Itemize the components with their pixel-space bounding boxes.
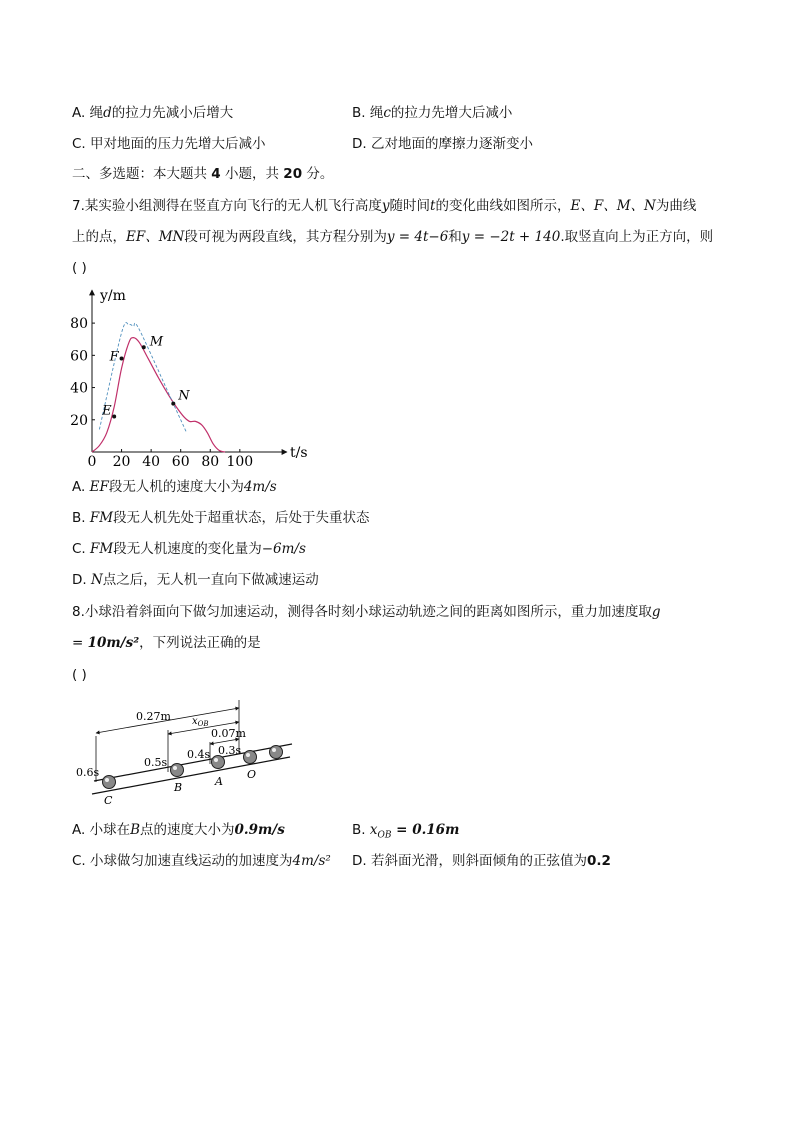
y-tick-label: 40 — [70, 380, 88, 397]
q8-text-b: = — [72, 635, 88, 651]
q7-b-prefix: B. — [72, 510, 90, 526]
section-text-2: 小题，共 — [220, 166, 284, 182]
q6-option-a-var: d — [103, 105, 112, 121]
q7-points: E、F、M、N — [570, 198, 656, 214]
q7-option-a — [72, 478, 277, 496]
q7-a-text: 段无人机的速度大小为 — [108, 479, 244, 495]
q7-option-c — [72, 540, 306, 558]
q6-option-a — [72, 104, 233, 122]
section-text-1: 二、多选题：本大题共 — [72, 166, 212, 182]
x-tick-label: 20 — [112, 454, 131, 470]
section-points: 20 — [283, 166, 303, 182]
q7-text-d: 为曲线 — [655, 198, 697, 214]
x-tick-label: 60 — [171, 454, 190, 470]
q7-text-g: 和 — [448, 229, 462, 245]
ball-top — [270, 746, 283, 759]
q7-c-var: FM — [90, 541, 114, 557]
label-dist-ob: $x_{OB}$ — [192, 716, 209, 728]
q8-b-prefix: B. — [352, 822, 370, 838]
q8-text-c: ，下列说法正确的是 — [139, 635, 261, 651]
q7-stem-line1 — [72, 197, 696, 215]
q6-option-b-text2: 的拉力先增大后减小 — [390, 105, 513, 121]
q8-b-sub: OB — [377, 830, 392, 841]
label-point-c: C — [104, 794, 113, 807]
q8-text-a: 8.小球沿着斜面向下做匀加速运动，测得各时刻小球运动轨迹之间的距离如图所示，重力加速度取 — [72, 604, 652, 620]
q7-text-b: 随时间 — [389, 198, 431, 214]
q7-c-prefix: C. — [72, 541, 91, 557]
q8-b-var: x — [369, 822, 378, 838]
label-time-b: 0.5s — [144, 756, 168, 769]
q6-option-a-text: A. 绳 — [72, 105, 104, 121]
q8-stem-line1 — [72, 603, 661, 621]
y-tick-label: 20 — [70, 412, 88, 429]
point-label-e: E — [102, 403, 112, 419]
q7-var-t: t — [430, 198, 436, 214]
q7-option-d — [72, 571, 319, 589]
ball-o — [244, 751, 257, 764]
q6-option-d: D. 乙对地面的摩擦力逐渐变小 — [352, 136, 533, 152]
q8-d-text: D. 若斜面光滑，则斜面倾角的正弦值为 — [352, 853, 587, 869]
q7-stem-line2 — [72, 228, 713, 246]
q8-a-text: A. 小球在 — [72, 822, 131, 838]
q8-a-value: 0.9m/s — [234, 822, 285, 838]
q7-segments: EF、MN — [126, 229, 185, 245]
q6-option-a-text2: 的拉力先减小后增大 — [111, 105, 234, 121]
q7-equation-2: y = −2t + 140 — [461, 229, 561, 245]
q8-stem-line2 — [72, 634, 261, 652]
q7-c-value: −6m/s — [261, 541, 306, 557]
point-m — [142, 345, 146, 349]
q7-d-prefix: D. — [72, 572, 91, 588]
y-tick-label: 80 — [70, 316, 88, 333]
label-time-a: 0.4s — [187, 748, 211, 761]
label-point-a: A — [215, 775, 223, 788]
q7-a-value: 4m/s — [243, 479, 277, 495]
q6-option-c: C. 甲对地面的压力先增大后减小 — [72, 136, 266, 152]
q7-height-time-chart — [62, 282, 312, 472]
q7-a-var: EF — [89, 479, 109, 495]
q7-d-text: 点之后，无人机一直向下做减速运动 — [102, 572, 319, 588]
q7-b-text: 段无人机先处于超重状态，后处于失重状态 — [113, 510, 370, 526]
q8-a-text2: 点的速度大小为 — [140, 822, 235, 838]
x-tick-label: 80 — [201, 454, 220, 470]
q6-option-b-var: c — [383, 105, 391, 121]
label-dist-ao: 0.07m — [211, 727, 246, 740]
q7-answer-bracket: ( ) — [72, 260, 87, 276]
y-tick-label: 60 — [70, 348, 88, 365]
q7-b-var: FM — [89, 510, 114, 526]
q8-a-var: B — [130, 822, 141, 838]
section-text-3: 分。 — [302, 166, 334, 182]
y-axis-label: y/m — [100, 288, 126, 304]
q8-option-c — [72, 852, 331, 870]
q7-text-c: 的变化曲线如图所示， — [435, 198, 571, 214]
point-label-f: F — [109, 349, 119, 365]
q8-d-value: 0.2 — [586, 853, 611, 869]
ball-a — [212, 756, 225, 769]
label-time-o: 0.3s — [218, 744, 242, 757]
point-n — [171, 402, 175, 406]
point-label-m: M — [149, 334, 164, 350]
q8-option-b — [352, 821, 459, 845]
q7-c-text: 段无人机速度的变化量为 — [113, 541, 262, 557]
point-label-n: N — [178, 388, 190, 404]
q8-b-value: = 0.16m — [391, 822, 460, 838]
point-f — [120, 357, 124, 361]
q7-var-y: y — [381, 198, 390, 214]
section-count: 4 — [211, 166, 221, 182]
q8-option-a — [72, 821, 285, 839]
q7-option-b — [72, 509, 370, 527]
x-axis-label: t/s — [290, 445, 308, 461]
q7-equation-1: y = 4t−6 — [386, 229, 449, 245]
q8-answer-bracket: ( ) — [72, 667, 87, 683]
x-tick-label: 40 — [142, 454, 161, 470]
q8-g-value: 10m/s² — [87, 635, 140, 651]
q7-a-prefix: A. — [72, 479, 90, 495]
label-point-b: B — [174, 781, 183, 794]
q8-var-g: g — [651, 604, 661, 620]
x-tick-label: 100 — [226, 454, 254, 470]
q6-option-b — [352, 104, 512, 122]
q8-incline-figure — [72, 696, 300, 808]
q7-d-var: N — [90, 572, 103, 588]
point-e — [112, 415, 116, 419]
q7-text-e: 上的点， — [72, 229, 126, 245]
q8-option-d — [352, 852, 611, 870]
label-dist-total: 0.27m — [136, 710, 171, 723]
x-tick-label: 0 — [87, 454, 97, 470]
q6-option-b-text: B. 绳 — [352, 105, 384, 121]
q7-text-h: .取竖直向上为正方向，则 — [560, 229, 714, 245]
q8-c-value: 4m/s² — [292, 853, 331, 869]
section-heading — [72, 165, 333, 183]
ball-b — [171, 764, 184, 777]
q7-text-a: 7.某实验小组测得在竖直方向飞行的无人机飞行高度 — [72, 198, 382, 214]
label-time-c: 0.6s — [76, 766, 100, 779]
ball-c — [103, 776, 116, 789]
q8-c-text: C. 小球做匀加速直线运动的加速度为 — [72, 853, 293, 869]
q7-text-f: 段可视为两段直线，其方程分别为 — [184, 229, 387, 245]
label-point-o: O — [247, 768, 257, 781]
